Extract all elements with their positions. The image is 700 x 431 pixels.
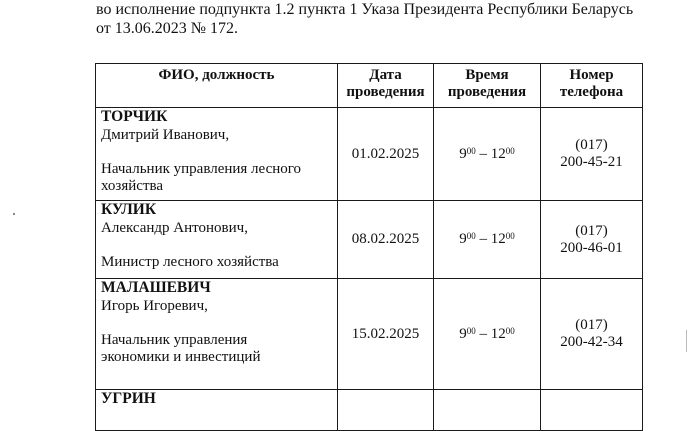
time-start-min: 00 [466,231,476,241]
time-cell [434,279,541,390]
header-phone [541,64,643,108]
header-time-line-1: Время [465,67,509,83]
date-cell: 15.02.2025 [338,279,434,390]
time-cell [434,201,541,279]
person-surname: КУЛИК [101,201,157,218]
time-end-hour: 12 [490,145,506,162]
intro-line-2: от 13.06.2023 № 172. [96,20,239,37]
phone-code: (017) [575,137,608,153]
intro-line-1: во исполнение подпункта 1.2 пункта 1 Указа Президента Республики Беларусь [96,1,634,18]
time-end-min: 00 [505,231,515,241]
person-given-name: Александр Антонович, [101,220,248,236]
header-time [434,64,541,108]
date-cell [338,390,434,431]
person-position-line-1: Министр лесного хозяйства [101,254,279,270]
phone-code: (017) [575,317,608,333]
header-phone-line-1: Номер [569,67,614,83]
header-date-line-2: проведения [346,84,425,100]
table-row [96,279,643,390]
time-end-min: 00 [505,325,515,336]
time-end-min: 00 [505,145,515,156]
header-time-line-2: проведения [447,84,527,100]
phone-number: 200-45-21 [560,154,623,170]
person-cell [96,279,338,390]
time-start-min: 00 [466,325,476,336]
person-cell [96,108,338,201]
person-surname: МАЛАШЕВИЧ [101,279,211,296]
header-date [338,64,434,108]
phone-cell [541,279,643,390]
table-row [96,108,643,201]
time-start-hour: 9 [459,325,467,342]
person-position-line-1: Начальник управления лесного [101,161,302,177]
phone-cell [541,201,643,279]
phone-code: (017) [575,222,608,239]
phone-cell [541,108,643,201]
header-date-line-1: Дата [369,67,402,83]
person-surname: ТОРЧИК [101,108,168,125]
person-cell [96,390,338,431]
phone-number: 200-42-34 [560,334,623,350]
reception-schedule-table [95,63,643,431]
scan-speck [686,330,687,352]
phone-cell [541,390,643,431]
header-name [96,64,338,108]
time-cell [434,108,541,201]
time-start-hour: 9 [459,145,467,162]
person-surname: УГРИН [101,390,156,407]
header-name-label: ФИО, должность [158,67,275,83]
time-separator: – [475,145,491,162]
date-cell: 08.02.2025 [338,201,434,279]
person-position-line-2: экономики и инвестиций [101,349,261,365]
time-end-hour: 12 [490,231,506,247]
header-phone-line-2: телефона [559,84,624,100]
person-given-name: Игорь Игоревич, [101,298,208,314]
intro-text [96,0,696,38]
table-row [96,390,643,431]
table-row [96,201,643,279]
scan-speck [13,213,15,215]
time-cell [434,390,541,431]
time-separator: – [475,231,491,247]
time-end-hour: 12 [490,325,506,342]
person-position-line-2: хозяйства [101,178,164,194]
time-start-min: 00 [466,145,476,156]
person-position-line-1: Начальник управления [101,332,248,348]
phone-number: 200-46-01 [560,239,623,256]
person-cell [96,201,338,279]
time-start-hour: 9 [459,231,467,247]
person-given-name: Дмитрий Иванович, [101,127,230,143]
table-header-row [96,64,643,108]
time-separator: – [475,325,491,342]
date-cell: 01.02.2025 [338,108,434,201]
